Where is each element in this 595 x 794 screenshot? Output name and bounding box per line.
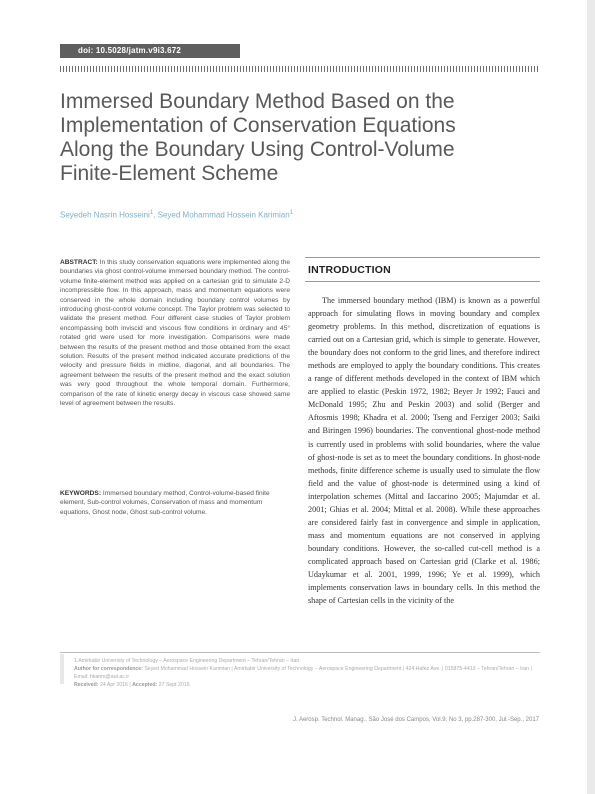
footnote-rule (60, 652, 540, 653)
title-line: Along the Boundary Using Control-Volume (60, 138, 455, 161)
correspondence-note (74, 665, 544, 681)
dates-note: Received: 24 Apr 2016 | Accepted: 27 Sept 2016 (74, 682, 190, 688)
page-edge (587, 0, 595, 794)
affiliation-marker: 1 (289, 210, 294, 216)
introduction-body (308, 294, 540, 607)
footnote-marker (60, 654, 64, 684)
abstract-label: ABSTRACT: (60, 259, 98, 266)
journal-citation: J. Aerosp. Technol. Manag., São José dos Campos, Vol.9, No 3, pp.287-300, Jul.-Sep., 2017 (292, 717, 539, 723)
dotted-rule (60, 66, 540, 72)
section-rule-top (305, 257, 540, 258)
author-list (60, 210, 293, 220)
paragraph: The immersed boundary method (IBM) is known as a powerful approach for simulating flows in moving boundary and complex geometry problems. In this method, discretization of equations is carried out on a Cartesian grid, which is simple to generate. However, the boundary does not conform to the grid lines, and therefore indirect methods are employed to apply the boundary conditions. This creates a range of different methods developed in the context of IBM which are applied to elastic (Peskin 1972, 1982; Beyer Jr 1992; Fauci and McDonald 1995; Zhu and Peskin 2003) and solid (Berger and Aftosmis 1998; Khadra et al. 2000; Tseng and Ferziger 2003; Saiki and Biringen 1996) boundaries. The conventional ghost-node method is currently used in problems with solid boundaries, where the value of ghost-node is set as to meet the boundary conditions. In ghost-node methods, finite difference scheme is usually used to simulate the flow field and the value of ghost-node is determined using a kind of interpolation schemes (Mittal and Iaccarino 2005; Majumdar et al. 2001; Ghias et al. 2004; Mittal et al. 2008). While these approaches are considered fairly fast in convergence and simple in application, mass and momentum equations are not conserved in applying boundary conditions. However, the so-called cut-cell method is a complicated approach based on Cartesian grid (Clarke et al. 1986; Udaykumar et al. 2001, 1999, 1996; Ye et al. 1999), which implements conservation laws in boundary cells. In this method the shape of Cartesian cells in the vicinity of the (308, 296, 540, 606)
keywords (60, 489, 290, 517)
correspondence-label: Author for correspondence: (74, 666, 143, 672)
title-line: Immersed Boundary Method Based on the (60, 90, 455, 113)
author-name: Seyedeh Nasrin Hosseini (60, 210, 150, 220)
received-label: Received: (74, 682, 99, 688)
correspondence-text: Seyed Mohammad Hossein Karimian | Amirkabir University of Technology – Aerospace Engineering Department | 424 Hafez Ave. | 015875-4413 – Tehran/Tehran – Iran | Email: hkarim@aut.ac.ir (74, 666, 532, 680)
affiliation-marker: 1 (149, 210, 154, 216)
accepted-date: 27 Sept 2016 (158, 682, 190, 688)
received-date: 24 Apr 2016 (99, 682, 128, 688)
author-separator: , (153, 210, 158, 220)
affiliation-note: 1.Amirkabir University of Technology – Aerospace Engineering Department – Tehran/Tehran – Iran. (74, 658, 301, 664)
title-line: Finite-Element Scheme (60, 162, 279, 185)
footnotes (74, 657, 544, 689)
abstract-text: In this study conservation equations were implemented along the boundaries via ghost control-volume immersed boundary method. The control-volume finite-element method was applied on a cartesian grid to simulate 2-D incompressible flow. In this approach, mass and momentum equations were conserved in the whole domain including boundary control volumes by introducing ghost-control volume concept. The Taylor problem was selected to validate the present method. Four different case studies of Taylor problem encompassing both inviscid and viscous flow conditions in ordinary and 45° rotated grid were used for more investigation. Comparisons were made between the results of the present method and those obtained from the exact solution. Results of the present method indicated accurate predictions of the velocity and pressure fields in midline, diagonal, and all boundaries. The agreement between the results of the present method and the exact solution was very good throughout the whole temporal domain. Furthermore, comparison of the rate of kinetic energy decay in viscous case showed same level of agreement between the results. (60, 259, 290, 408)
keywords-label: KEYWORDS: (60, 490, 102, 497)
article-title (60, 90, 550, 186)
doi-label[interactable]: doi: 10.5028/jatm.v9i3.672 (78, 46, 182, 55)
section-rule-bottom (305, 281, 540, 282)
author-name: Seyed Mohammad Hossein Karimian (157, 210, 290, 220)
accepted-label: Accepted: (132, 682, 158, 688)
title-line: Implementation of Conservation Equations (60, 114, 456, 137)
abstract (60, 258, 290, 409)
section-heading: INTRODUCTION (308, 264, 391, 276)
keywords-text: Immersed boundary method, Control-volume-based finite element, Sub-control volumes, Conservation of mass and momentum equations, Ghost node, Ghost sub-control volume. (60, 490, 270, 516)
